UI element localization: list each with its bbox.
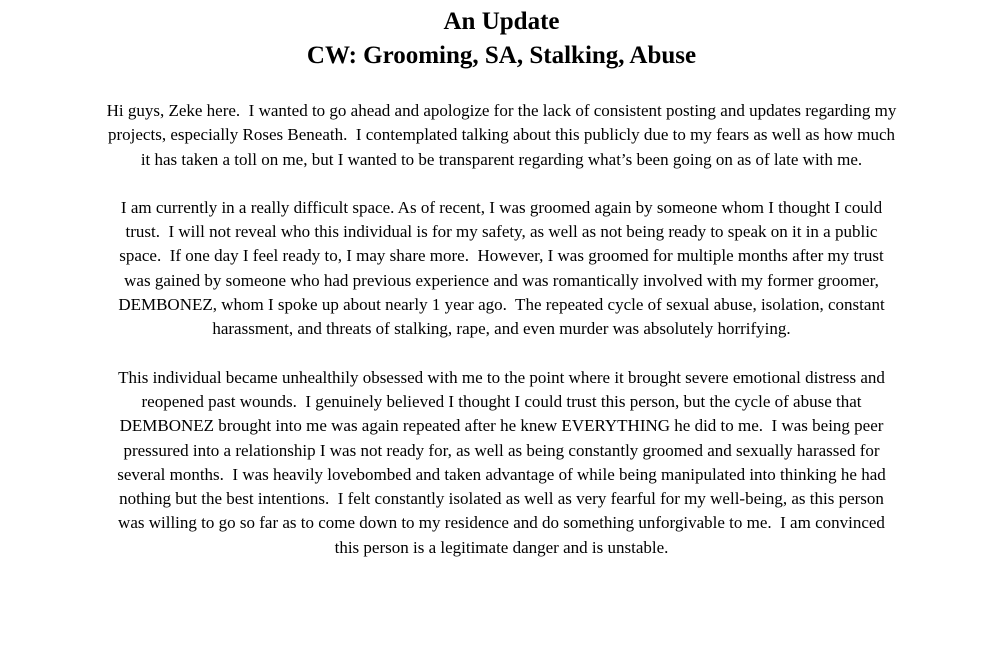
document-title: An Update (443, 8, 560, 35)
paragraph-individual-details: This individual became unhealthily obsessed with me to the point where it brought severe emotional distress and reopened past wounds. I genuinely believed I thought I could trust this person, but the cycle of abuse that DEMBONEZ brought into me was again repeated after he knew EVERYTHING he did to me. I was being peer pressured into a relationship I was not ready for, as well as being constantly groomed and sexually harassed for several months. I was heavily lovebombed and taken advantage of while being manipulated into thinking he had nothing but the best intentions. I felt constantly isolated as well as very fearful for my well-being, as this person was willing to go so far as to come down to my residence and do something unforgivable to me. I am convinced this person is a legitimate danger and is unstable. (117, 367, 891, 557)
paragraph-intro: Hi guys, Zeke here. I wanted to go ahead and apologize for the lack of consistent posting and updates regarding my projects, especially Roses Beneath. I contemplated talking about this publicly due to my fears as well as how much it has taken a toll on me, but I wanted to be transparent regarding what’s been going on as of late with me. (106, 101, 901, 169)
content-warning-subtitle: CW: Grooming, SA, Stalking, Abuse (306, 42, 697, 69)
paragraph-current-situation: I am currently in a really difficult space. As of recent, I was groomed again by someone whom I thought I could trust. I will not reveal who this individual is for my safety, as well as not being ready to speak on it in a public space. If one day I feel ready to, I may share more. However, I was groomed for multiple months after my trust was gained by someone who had previous experience and was romantically involved with my former groomer, DEMBONEZ, whom I spoke up about nearly 1 year ago. The repeated cycle of sexual abuse, isolation, constant harassment, and threats of stalking, rape, and even murder was absolutely horrifying. (118, 197, 889, 339)
document-body (106, 99, 901, 560)
